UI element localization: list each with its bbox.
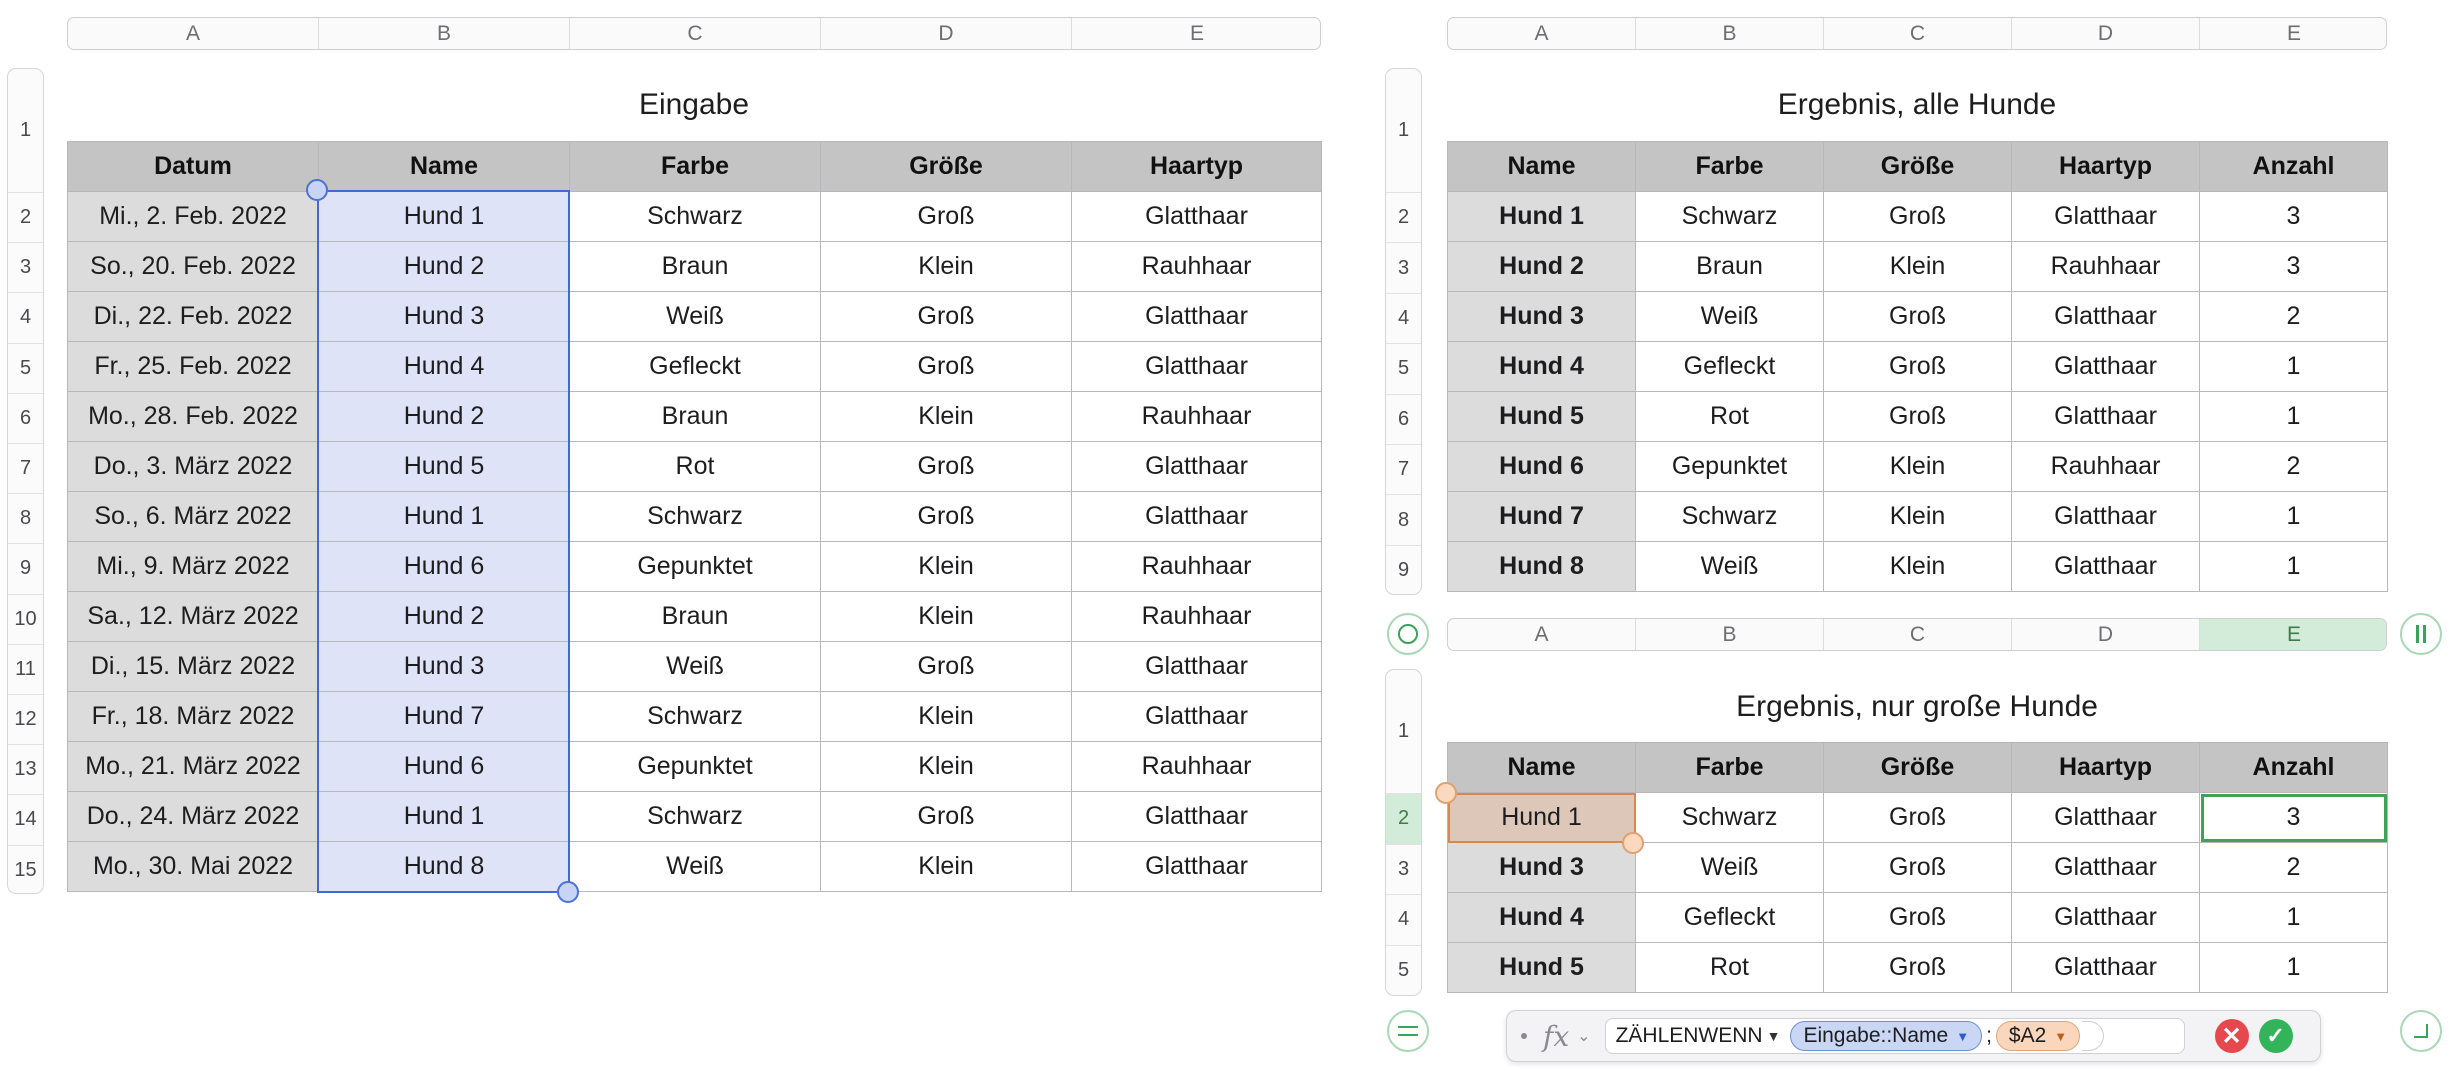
table-row xyxy=(1448,342,2388,392)
formula-editor[interactable] xyxy=(1506,1010,2321,1062)
token-end-cap xyxy=(2082,1021,2104,1051)
table-cell[interactable]: 1 xyxy=(2200,342,2388,392)
table-cell[interactable]: Glatthaar xyxy=(1072,692,1322,742)
range-token[interactable] xyxy=(1790,1021,1982,1051)
column-header-e[interactable]: E xyxy=(1189,21,1204,45)
table-row xyxy=(68,742,1322,792)
table-cell[interactable]: Mi., 9. März 2022 xyxy=(68,542,319,592)
table-row xyxy=(1448,793,2388,843)
column-title[interactable]: Größe xyxy=(1824,743,2012,793)
table-cell[interactable]: Rauhhaar xyxy=(1072,592,1322,642)
circle-handle-icon xyxy=(1398,624,1418,644)
token-dropdown-icon[interactable]: ▼ xyxy=(2054,1028,2068,1044)
table-cell[interactable]: Groß xyxy=(1824,893,2012,943)
table-cell[interactable]: Hund 3 xyxy=(1448,292,1636,342)
criteria-token[interactable] xyxy=(1996,1021,2080,1051)
selection-box-name-column[interactable] xyxy=(317,190,570,893)
table-row xyxy=(1448,843,2388,893)
table-cell[interactable]: Glatthaar xyxy=(2012,793,2200,843)
row-header-5[interactable]: 5 xyxy=(1386,945,1421,996)
row-header-14[interactable]: 14 xyxy=(8,794,43,844)
table-cell[interactable]: Groß xyxy=(821,642,1072,692)
table-cell[interactable]: Hund 1 xyxy=(319,792,570,842)
row-header-9[interactable]: 9 xyxy=(1386,545,1421,595)
table-cell[interactable]: Braun xyxy=(570,592,821,642)
table-cell[interactable]: Klein xyxy=(1824,492,2012,542)
table-cell[interactable]: Hund 6 xyxy=(319,542,570,592)
pause-icon xyxy=(2416,625,2426,643)
table-cell[interactable]: Rauhhaar xyxy=(1072,742,1322,792)
table-row xyxy=(1448,242,2388,292)
table-cell[interactable]: Klein xyxy=(821,592,1072,642)
row-header-5[interactable]: 5 xyxy=(8,343,43,393)
table-cell[interactable]: Groß xyxy=(1824,793,2012,843)
table-cell[interactable]: Rauhhaar xyxy=(1072,242,1322,292)
table-cell[interactable]: Weiß xyxy=(570,842,821,892)
table-cell[interactable]: Glatthaar xyxy=(1072,842,1322,892)
column-title[interactable]: Anzahl xyxy=(2200,142,2388,192)
table-cell[interactable]: Groß xyxy=(1824,292,2012,342)
table-eingabe[interactable] xyxy=(67,141,1322,892)
table-cell[interactable]: Hund 7 xyxy=(1448,492,1636,542)
row-header-5[interactable]: 5 xyxy=(1386,343,1421,393)
column-title[interactable]: Haartyp xyxy=(2012,743,2200,793)
table-row xyxy=(68,392,1322,442)
row-header-8[interactable]: 8 xyxy=(1386,494,1421,544)
row-header-4[interactable]: 4 xyxy=(8,292,43,342)
column-title[interactable]: Haartyp xyxy=(2012,142,2200,192)
table-cell[interactable]: Hund 4 xyxy=(1448,342,1636,392)
row-header-11[interactable]: 11 xyxy=(8,644,43,694)
table-cell[interactable]: Glatthaar xyxy=(2012,192,2200,242)
table-cell[interactable]: Groß xyxy=(821,192,1072,242)
table-cell[interactable]: Braun xyxy=(570,392,821,442)
column-header-d[interactable]: D xyxy=(2012,18,2200,49)
table-cell[interactable]: Schwarz xyxy=(570,792,821,842)
row-header-6[interactable]: 6 xyxy=(8,393,43,443)
table-row xyxy=(68,792,1322,842)
column-header-c[interactable]: C xyxy=(1824,18,2012,49)
equals-icon xyxy=(1398,1026,1418,1036)
row-header-12[interactable]: 12 xyxy=(8,694,43,744)
pause-button[interactable] xyxy=(2400,613,2442,655)
token-dropdown-icon[interactable]: ▼ xyxy=(1956,1028,1970,1044)
table-cell[interactable]: Di., 15. März 2022 xyxy=(68,642,319,692)
table-cell[interactable]: Groß xyxy=(1824,342,2012,392)
table-cell[interactable]: Groß xyxy=(1824,843,2012,893)
table-cell[interactable]: Schwarz xyxy=(1636,192,1824,242)
table-cell[interactable]: Klein xyxy=(821,742,1072,792)
row-header-3[interactable]: 3 xyxy=(1386,844,1421,895)
drag-handle-icon[interactable] xyxy=(1521,1033,1527,1039)
column-title[interactable]: Haartyp xyxy=(1072,142,1322,192)
table-cell[interactable]: Groß xyxy=(821,792,1072,842)
row-header-1[interactable]: 1 xyxy=(1397,720,1410,742)
table-cell[interactable]: Klein xyxy=(1824,442,2012,492)
table-cell[interactable]: Hund 1 xyxy=(319,192,570,242)
resize-button[interactable] xyxy=(2400,1010,2442,1052)
table-cell[interactable]: Groß xyxy=(821,342,1072,392)
column-title[interactable]: Größe xyxy=(821,142,1072,192)
table-row xyxy=(68,492,1322,542)
column-header-a[interactable]: A xyxy=(1448,619,1636,650)
table-cell[interactable]: Glatthaar xyxy=(2012,542,2200,592)
criteria-token-label: $A2 xyxy=(2008,1024,2047,1047)
table-cell[interactable]: 1 xyxy=(2200,392,2388,442)
argument-separator: ; xyxy=(1986,1024,1992,1047)
equals-button[interactable] xyxy=(1387,1010,1429,1052)
table-cell[interactable]: Klein xyxy=(821,692,1072,742)
table-cell[interactable]: Glatthaar xyxy=(2012,392,2200,442)
table-cell[interactable]: Hund 3 xyxy=(319,292,570,342)
table-row xyxy=(68,242,1322,292)
reference-handle-bottom[interactable] xyxy=(1622,832,1644,854)
table-cell[interactable]: 1 xyxy=(2200,492,2388,542)
table-cell[interactable]: 2 xyxy=(2200,292,2388,342)
table-cell[interactable]: Hund 6 xyxy=(1448,442,1636,492)
column-header-c[interactable]: C xyxy=(570,18,821,49)
table-cell[interactable]: Fr., 25. Feb. 2022 xyxy=(68,342,319,392)
table-row xyxy=(68,442,1322,492)
table-cell[interactable]: Schwarz xyxy=(1636,793,1824,843)
table-cell[interactable]: Weiß xyxy=(570,292,821,342)
column-header-b[interactable]: B xyxy=(1636,18,1824,49)
table-cell[interactable]: Glatthaar xyxy=(1072,342,1322,392)
table-cell[interactable]: Hund 5 xyxy=(1448,943,1636,993)
column-title[interactable]: Name xyxy=(1448,142,1636,192)
table-title-eingabe: Eingabe xyxy=(638,88,750,121)
table-cell[interactable]: Groß xyxy=(821,442,1072,492)
column-header-c[interactable]: C xyxy=(1824,619,2012,650)
column-title[interactable]: Farbe xyxy=(1636,142,1824,192)
column-header-e-selected[interactable]: E xyxy=(2200,619,2387,650)
table-cell[interactable]: 2 xyxy=(2200,843,2388,893)
row-header-1[interactable]: 1 xyxy=(1397,119,1410,141)
table-title-grosse-hunde: Ergebnis, nur große Hunde xyxy=(1736,690,2098,723)
table-cell[interactable]: Weiß xyxy=(1636,542,1824,592)
table-cell[interactable]: Gefleckt xyxy=(1636,893,1824,943)
table-cell[interactable]: Sa., 12. März 2022 xyxy=(68,592,319,642)
table-cell[interactable]: Hund 5 xyxy=(1448,392,1636,442)
table-cell[interactable]: Gepunktet xyxy=(1636,442,1824,492)
table-row xyxy=(1448,943,2388,993)
table-cell[interactable]: Groß xyxy=(1824,943,2012,993)
table-cell[interactable]: Rot xyxy=(1636,392,1824,442)
table-cell[interactable]: Braun xyxy=(1636,242,1824,292)
table-cell[interactable]: Klein xyxy=(821,242,1072,292)
column-header-bar-left[interactable] xyxy=(67,17,1321,50)
table-cell[interactable]: Hund 4 xyxy=(319,342,570,392)
column-header-d[interactable]: D xyxy=(821,18,1072,49)
table-cell[interactable]: Glatthaar xyxy=(1072,492,1322,542)
table-row xyxy=(1448,542,2388,592)
table-cell[interactable]: 1 xyxy=(2200,943,2388,993)
table-grosse-hunde[interactable] xyxy=(1447,742,2388,993)
table-cell[interactable]: Hund 8 xyxy=(319,842,570,892)
selection-handle-bottom[interactable] xyxy=(557,881,579,903)
table-cell[interactable]: Hund 2 xyxy=(1448,242,1636,292)
table-row xyxy=(68,292,1322,342)
row-header-13[interactable]: 13 xyxy=(8,744,43,794)
row-header-bar-big[interactable] xyxy=(1385,669,1422,996)
table-row xyxy=(68,542,1322,592)
checkmark-icon[interactable]: ✓ xyxy=(2259,1019,2293,1053)
table-cell[interactable]: Glatthaar xyxy=(2012,492,2200,542)
table-title-alle-hunde: Ergebnis, alle Hunde xyxy=(1777,88,2057,121)
column-title[interactable]: Name xyxy=(319,142,570,192)
column-title[interactable]: Farbe xyxy=(1636,743,1824,793)
table-cell[interactable]: Schwarz xyxy=(1636,492,1824,542)
table-cell[interactable]: Mi., 2. Feb. 2022 xyxy=(68,192,319,242)
row-header-15[interactable]: 15 xyxy=(8,845,43,894)
table-cell[interactable]: Groß xyxy=(1824,192,2012,242)
row-header-bar-left[interactable] xyxy=(7,68,44,894)
range-token-label: Eingabe::Name xyxy=(1803,1024,1949,1047)
table-cell[interactable]: Glatthaar xyxy=(2012,292,2200,342)
table-row xyxy=(1448,192,2388,242)
table-cell[interactable]: Weiß xyxy=(570,642,821,692)
column-header-b[interactable]: B xyxy=(319,18,570,49)
table-cell[interactable]: Mo., 21. März 2022 xyxy=(68,742,319,792)
column-title[interactable]: Datum xyxy=(68,142,319,192)
row-header-3[interactable]: 3 xyxy=(8,242,43,292)
row-header-2[interactable]: 2 xyxy=(8,192,43,242)
table-cell[interactable]: Klein xyxy=(1824,542,2012,592)
column-title[interactable]: Anzahl xyxy=(2200,743,2388,793)
resize-corner-icon xyxy=(2414,1024,2428,1038)
row-header-4[interactable]: 4 xyxy=(1386,894,1421,945)
column-header-d[interactable]: D xyxy=(2012,619,2200,650)
column-header-bar-all[interactable] xyxy=(1447,17,2387,50)
reference-handle-top[interactable] xyxy=(1435,782,1457,804)
table-cell[interactable]: Gepunktet xyxy=(570,742,821,792)
column-header-a[interactable]: A xyxy=(68,18,319,49)
table-cell[interactable]: Mo., 28. Feb. 2022 xyxy=(68,392,319,442)
row-header-8[interactable]: 8 xyxy=(8,493,43,543)
column-header-a[interactable]: A xyxy=(1448,18,1636,49)
table-row xyxy=(1448,392,2388,442)
fx-icon[interactable]: fx xyxy=(1543,1019,1570,1053)
row-header-7[interactable]: 7 xyxy=(8,443,43,493)
table-cell[interactable]: Groß xyxy=(1824,392,2012,442)
function-dropdown-icon[interactable]: ▼ xyxy=(1766,1028,1781,1044)
formula-input[interactable] xyxy=(1605,1018,2185,1054)
table-cell[interactable]: Braun xyxy=(570,242,821,292)
table-row xyxy=(1448,442,2388,492)
chevron-down-icon[interactable]: ⌄ xyxy=(1577,1028,1591,1045)
table-cell[interactable]: Schwarz xyxy=(570,192,821,242)
table-cell[interactable]: Rot xyxy=(1636,943,1824,993)
row-header-2[interactable]: 2 xyxy=(1386,793,1421,844)
row-header-7[interactable]: 7 xyxy=(1386,444,1421,494)
table-row xyxy=(68,642,1322,692)
table-cell[interactable]: Klein xyxy=(821,542,1072,592)
table-row xyxy=(68,842,1322,892)
table-cell[interactable]: Hund 8 xyxy=(1448,542,1636,592)
table-row xyxy=(68,692,1322,742)
column-title[interactable]: Größe xyxy=(1824,142,2012,192)
table-alle-hunde[interactable] xyxy=(1447,141,2388,592)
table-row xyxy=(1448,492,2388,542)
table-cell[interactable]: Klein xyxy=(821,842,1072,892)
table-cell[interactable]: Hund 3 xyxy=(1448,843,1636,893)
table-cell[interactable]: Hund 1 xyxy=(319,492,570,542)
table-handle-button[interactable] xyxy=(1387,613,1429,655)
table-cell[interactable]: Weiß xyxy=(1636,292,1824,342)
column-header-e[interactable]: E xyxy=(2286,21,2301,45)
table-cell[interactable]: 3 xyxy=(2200,793,2388,843)
table-cell[interactable]: Hund 1 xyxy=(1448,192,1636,242)
table-cell[interactable]: Gefleckt xyxy=(570,342,821,392)
table-cell[interactable]: 1 xyxy=(2200,893,2388,943)
table-cell[interactable]: Glatthaar xyxy=(2012,893,2200,943)
table-cell[interactable]: So., 6. März 2022 xyxy=(68,492,319,542)
table-cell[interactable]: So., 20. Feb. 2022 xyxy=(68,242,319,292)
row-header-2[interactable]: 2 xyxy=(1386,192,1421,242)
table-cell[interactable]: Do., 24. März 2022 xyxy=(68,792,319,842)
table-cell[interactable]: Hund 2 xyxy=(319,592,570,642)
row-header-9[interactable]: 9 xyxy=(8,543,43,593)
table-cell[interactable]: Rauhhaar xyxy=(1072,542,1322,592)
table-cell[interactable]: Hund 1 xyxy=(1448,793,1636,843)
table-cell[interactable]: Hund 4 xyxy=(1448,893,1636,943)
table-row xyxy=(1448,292,2388,342)
table-cell[interactable]: Gepunktet xyxy=(570,542,821,592)
row-header-3[interactable]: 3 xyxy=(1386,242,1421,292)
table-cell[interactable]: Schwarz xyxy=(570,492,821,542)
table-cell[interactable]: Glatthaar xyxy=(1072,792,1322,842)
table-cell[interactable]: Fr., 18. März 2022 xyxy=(68,692,319,742)
table-cell[interactable]: Di., 22. Feb. 2022 xyxy=(68,292,319,342)
table-cell[interactable]: Gefleckt xyxy=(1636,342,1824,392)
row-header-6[interactable]: 6 xyxy=(1386,394,1421,444)
table-cell[interactable]: Glatthaar xyxy=(1072,442,1322,492)
table-cell[interactable]: 3 xyxy=(2200,242,2388,292)
table-cell[interactable]: Groß xyxy=(821,492,1072,542)
table-cell[interactable]: Rauhhaar xyxy=(2012,442,2200,492)
table-row xyxy=(68,592,1322,642)
table-cell[interactable]: Mo., 30. Mai 2022 xyxy=(68,842,319,892)
table-cell[interactable]: Glatthaar xyxy=(2012,843,2200,893)
table-cell[interactable]: Weiß xyxy=(1636,843,1824,893)
function-name[interactable]: ZÄHLENWENN xyxy=(1615,1024,1763,1047)
column-title[interactable]: Name xyxy=(1448,743,1636,793)
table-cell[interactable]: Glatthaar xyxy=(2012,342,2200,392)
column-title[interactable]: Farbe xyxy=(570,142,821,192)
table-row xyxy=(68,192,1322,242)
table-cell[interactable]: Hund 6 xyxy=(319,742,570,792)
table-cell[interactable]: Rauhhaar xyxy=(2012,242,2200,292)
table-cell[interactable]: Do., 3. März 2022 xyxy=(68,442,319,492)
column-header-bar-big[interactable] xyxy=(1447,618,2387,651)
row-header-4[interactable]: 4 xyxy=(1386,293,1421,343)
table-cell[interactable]: Hund 2 xyxy=(319,242,570,292)
row-header-bar-all[interactable] xyxy=(1385,68,1422,595)
table-cell[interactable]: Hund 2 xyxy=(319,392,570,442)
table-cell[interactable]: 2 xyxy=(2200,442,2388,492)
cancel-icon[interactable]: ✕ xyxy=(2215,1019,2249,1053)
table-cell[interactable]: Groß xyxy=(821,292,1072,342)
table-cell[interactable]: Glatthaar xyxy=(1072,192,1322,242)
table-row xyxy=(1448,893,2388,943)
table-cell[interactable]: 1 xyxy=(2200,542,2388,592)
table-cell[interactable]: Hund 3 xyxy=(319,642,570,692)
table-cell[interactable]: Glatthaar xyxy=(1072,642,1322,692)
table-cell[interactable]: 3 xyxy=(2200,192,2388,242)
row-header-10[interactable]: 10 xyxy=(8,594,43,644)
column-header-b[interactable]: B xyxy=(1636,619,1824,650)
row-header-1[interactable]: 1 xyxy=(19,119,32,141)
table-cell[interactable]: Rauhhaar xyxy=(1072,392,1322,442)
table-cell[interactable]: Glatthaar xyxy=(1072,292,1322,342)
table-cell[interactable]: Hund 5 xyxy=(319,442,570,492)
table-cell[interactable]: Glatthaar xyxy=(2012,943,2200,993)
table-cell[interactable]: Hund 7 xyxy=(319,692,570,742)
table-row xyxy=(68,342,1322,392)
selection-handle-top[interactable] xyxy=(306,179,328,201)
table-cell[interactable]: Klein xyxy=(1824,242,2012,292)
table-cell[interactable]: Schwarz xyxy=(570,692,821,742)
table-cell[interactable]: Klein xyxy=(821,392,1072,442)
table-cell[interactable]: Rot xyxy=(570,442,821,492)
